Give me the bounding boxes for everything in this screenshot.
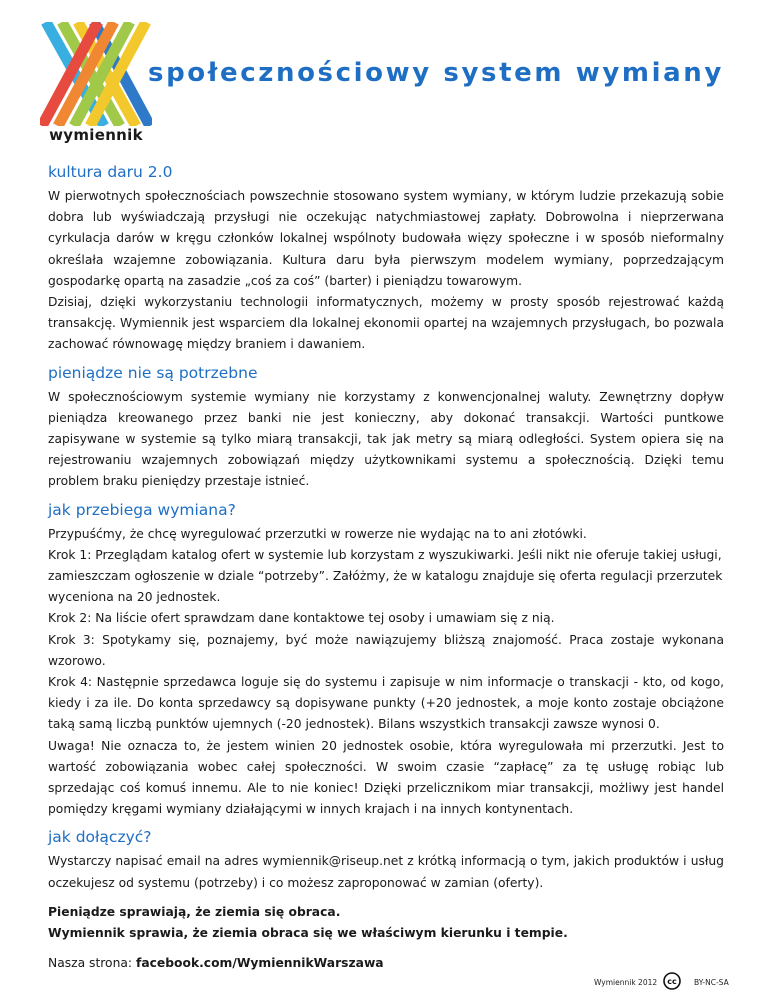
paragraph: W społecznościowym systemie wymiany nie korzystamy z konwencjonalnej waluty. Zewnętrzny dopływ pieniądza kreowanego przez banki nie jest konieczny, aby dokonać transakcji. Wartości puntkowe zapisywane w systemie są tylko miarą transakcji, tak jak metry są miarą odległości. System opiera się na rejestrowaniu wzajemnych zobowiązań między użytkownikami systemu a społecznością. Dzięki temu problem braku pieniędzy przestaje istnieć. [48,389,724,489]
footer [0,972,768,992]
section-title: pieniądze nie są potrzebne [48,363,258,382]
header [26,18,746,148]
section-title: jak przebiega wymiana? [48,500,236,519]
section-jak-przebiega [48,500,724,821]
paragraph: W pierwotnych społecznościach powszechnie stosowano system wymiany, w którym ludzie przekazują sobie dobra lub wyświadczają przysługi nie oczekując natychmiastowej zapłaty. Dobrowolna i nieprzerwana cyrkulacja darów w kręgu członków lokalnej wspólnoty budowała więzy społeczne i w sposób nieformalny określała wzajemne zobowiązania. Kultura daru była pierwszym modelem wymiany, poprzedzającym gospodarkę opartą na zasadzie „coś za coś” (barter) i pieniądzu towarowym. [48,189,724,288]
section-title: kultura daru 2.0 [48,163,173,181]
closing-line-2: Wymiennik sprawia, że ziemia obraca się we właściwym kierunku i tempie. [48,926,568,941]
paragraph: Krok 1: Przeglądam katalog ofert w systemie lub korzystam z wyszukiwarki. Jeśli nikt nie oferuje takiej usługi, zamieszczam ogłoszenie w dziale “potrzeby”. Załóżmy, że w katalogu znajduje się oferta regulacji przerzutek wyceniona na 20 jednostek. [48,547,723,605]
cc-symbol-text: cc [667,977,677,987]
section-pieniadze [48,363,724,493]
copyright-text: Wymiennik 2012 [594,978,658,987]
closing-line-1: Pieniądze sprawiają, że ziemia się obraca. [48,904,341,919]
main-content [48,162,724,975]
website-link[interactable]: facebook.com/WymiennikWarszawa [135,956,384,971]
website-label: Nasza strona: [48,956,136,971]
paragraph: Wystarczy napisać email na adres wymiennik@riseup.net z krótką informacją o tym, jakich produktów i usług oczekujesz od systemu (potrzeby) i co możesz zaproponować w zamian (oferty). [48,854,724,890]
paragraph: Krok 4: Następnie sprzedawca loguje się do systemu i zapisuje w nim informacje o transkacji - kto, od kogo, kiedy i za ile. Do konta sprzedawcy są dopisywane punkty (+20 jednostek, a moje konto zostaje obciążone taką samą liczbą punktów ujemnych (-20 jednostek). Bilans wszystkich transakcji zawsze wynosi 0. [48,675,724,732]
paragraph: Krok 3: Spotykamy się, poznajemy, być może nawiązujemy bliższą znajomość. Praca zostaje wykonana wzorowo. [48,632,724,668]
logo-wordmark: wymiennik [49,126,143,144]
paragraph: Uwaga! Nie oznacza to, że jestem winien 20 jednostek osobie, która wyregulowała mi przerzutki. Jest to wartość zobowiązania wobec całej społeczności. W swoim czasie “zapłacę” za tę usługę robiąc lub sprzedając coś komuś innemu. Ale to nie koniec! Dzięki przelicznikom miar transakcji, możliwy jest handel pomiędzy kręgami wymiany działającymi w innych krajach i na innych kontynentach. [48,738,724,817]
paragraph: Przypuśćmy, że chcę wyregulować przerzutki w rowerze nie wydając na to ani złotówki. [48,526,587,541]
section-jak-dolaczyc [48,827,724,893]
license-text: BY-NC-SA [694,978,729,987]
paragraph: Dzisiaj, dzięki wykorzystaniu technologii informatycznych, możemy w prosty sposób rejestrować każdą transakcję. Wymiennik jest wsparciem dla lokalnej ekonomii opartej na wzajemnych przysługach, bo pozwala zachować równowagę między braniem i dawaniem. [48,295,724,352]
section-title: jak dołączyć? [48,828,152,847]
page-tagline: społecznościowy system wymiany [148,58,724,88]
paragraph: Krok 2: Na liście ofert sprawdzam dane kontaktowe tej osoby i umawiam się z nią. [48,611,555,626]
creative-commons-icon [663,972,681,990]
section-kultura-daru [48,162,724,356]
wymiennik-logo-icon [40,22,152,126]
